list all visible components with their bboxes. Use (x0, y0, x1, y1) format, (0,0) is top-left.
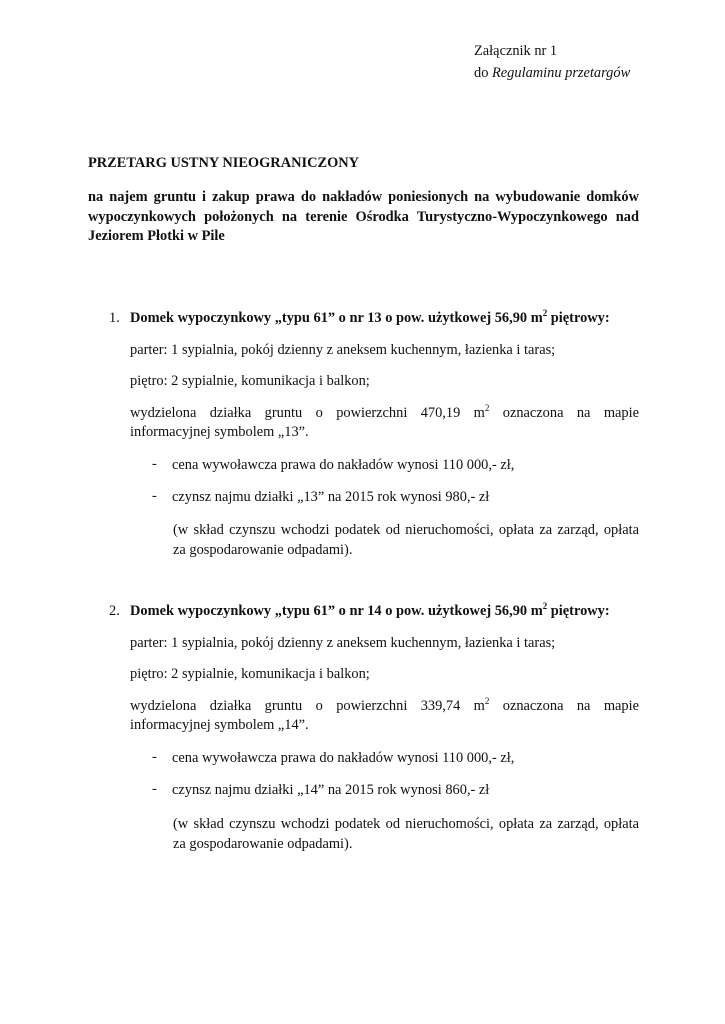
item-heading-text: Domek wypoczynkowy „typu 61” o nr 13 o pow. użytkowej 56,90 m (130, 310, 543, 326)
plot-sup: 2 (484, 403, 490, 413)
annex-reference (474, 40, 630, 84)
upper-floor: piętro: 2 sypialnie, komunikacja i balkon; (130, 373, 370, 389)
note-line2: za gospodarowanie odpadami). (173, 542, 353, 558)
annex-line2-italic: Regulaminu przetargów (492, 65, 631, 81)
item-number: 2. (109, 603, 120, 619)
plot-line1-b: oznaczona na mapie (489, 698, 639, 714)
plot-line2: informacyjnej symbolem „13”. (130, 424, 309, 440)
rent-line: czynsz najmu działki „13” na 2015 rok wynosi 980,- zł (172, 489, 490, 505)
price-dash: - (152, 456, 157, 472)
plot-line1-b: oznaczona na mapie (489, 405, 639, 421)
plot-description (130, 697, 639, 735)
plot-line1 (130, 697, 639, 716)
price-line: cena wywoławcza prawa do nakładów wynosi 110 000,- zł, (172, 457, 515, 473)
item-heading-tail: piętrowy: (547, 310, 610, 326)
item-heading-text: Domek wypoczynkowy „typu 61” o nr 14 o pow. użytkowej 56,90 m (130, 603, 543, 619)
plot-line1-a: wydzielona działka gruntu o powierzchni 470,19 m (130, 405, 485, 421)
item-heading (130, 310, 610, 327)
document-subtitle: na najem gruntu i zakup prawa do nakładów poniesionych na wybudowanie domków wypoczynkowych położonych na terenie Ośrodka Turystyczno-Wypoczynkowego nad Jeziorem Płotki w Pile (88, 189, 639, 244)
note-line2: za gospodarowanie odpadami). (173, 836, 353, 852)
rent-line: czynsz najmu działki „14” na 2015 rok wynosi 860,- zł (172, 782, 490, 798)
price-line: cena wywoławcza prawa do nakładów wynosi 110 000,- zł, (172, 750, 515, 766)
plot-line1-a: wydzielona działka gruntu o powierzchni 339,74 m (130, 698, 485, 714)
item-heading-tail: piętrowy: (547, 603, 610, 619)
ground-floor: parter: 1 sypialnia, pokój dzienny z aneksem kuchennym, łazienka i taras; (130, 342, 556, 358)
plot-description (130, 404, 639, 442)
note-line1: (w skład czynszu wchodzi podatek od nieruchomości, opłata za zarząd, opłata (173, 522, 639, 538)
annex-line1: Załącznik nr 1 (474, 43, 558, 59)
price-dash: - (152, 749, 157, 765)
rent-dash: - (152, 781, 157, 797)
item-heading-sup: 2 (542, 308, 548, 318)
annex-line2-prefix: do (474, 65, 492, 81)
plot-line1 (130, 404, 639, 423)
note-line1: (w skład czynszu wchodzi podatek od nieruchomości, opłata za zarząd, opłata (173, 816, 639, 832)
rent-note (173, 814, 639, 854)
document-title: PRZETARG USTNY NIEOGRANICZONY (88, 155, 360, 171)
item-number: 1. (109, 310, 120, 326)
rent-note (173, 520, 639, 560)
plot-sup: 2 (484, 696, 490, 706)
item-heading-sup: 2 (542, 601, 548, 611)
rent-dash: - (152, 488, 157, 504)
annex-line2 (474, 62, 630, 84)
upper-floor: piętro: 2 sypialnie, komunikacja i balkon; (130, 666, 370, 682)
ground-floor: parter: 1 sypialnia, pokój dzienny z aneksem kuchennym, łazienka i taras; (130, 635, 556, 651)
item-heading (130, 603, 610, 620)
plot-line2: informacyjnej symbolem „14”. (130, 717, 309, 733)
